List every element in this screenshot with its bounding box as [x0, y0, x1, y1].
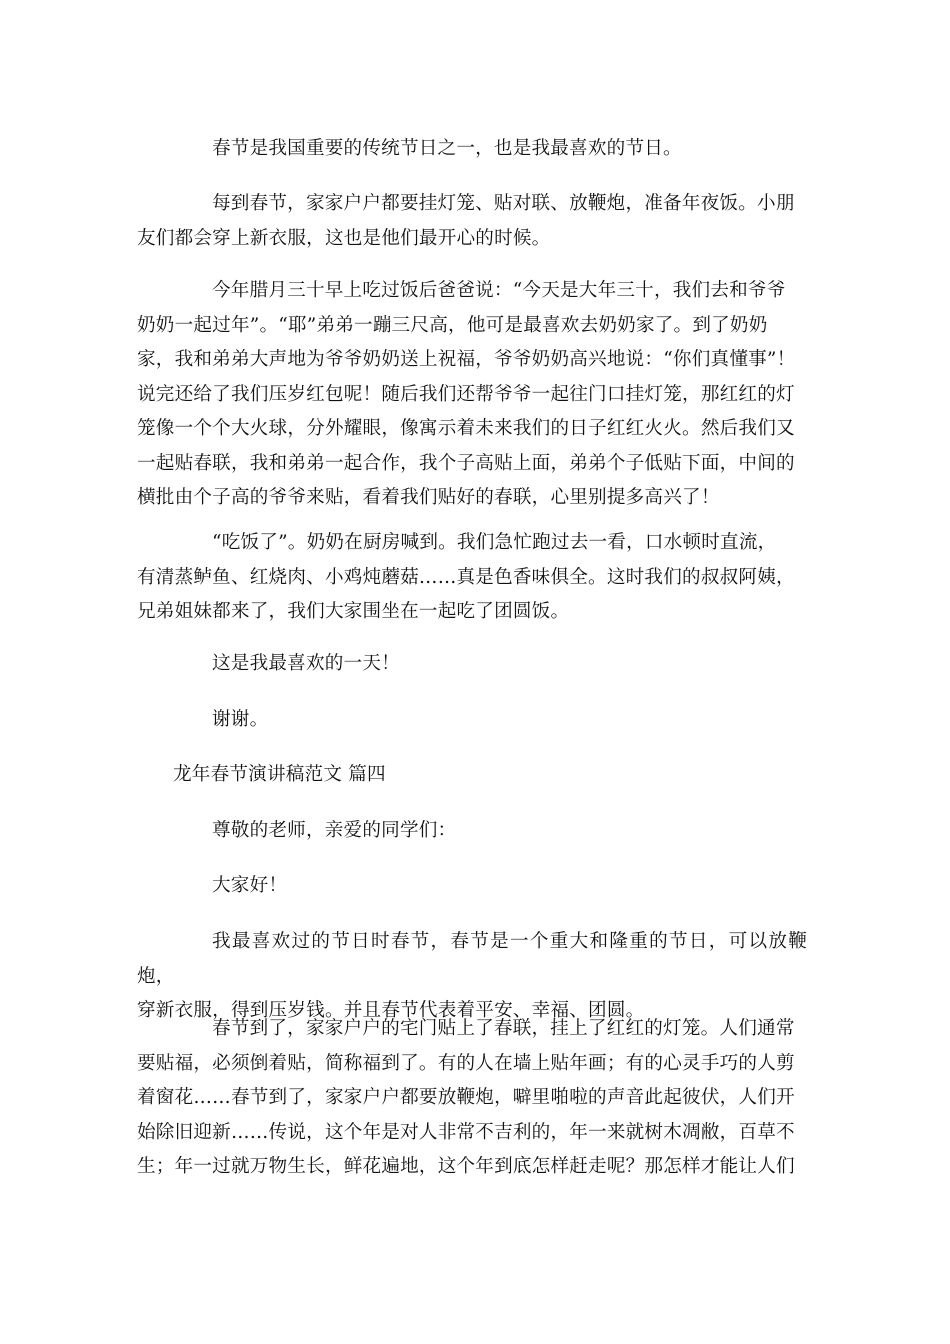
paragraph-2 [137, 187, 807, 256]
text-line: 一起贴春联，我和弟弟一起合作，我个子高贴上面，弟弟个子低贴下面，中间的 [137, 452, 795, 474]
text-line: 尊敬的老师，亲爱的同学们： [212, 820, 457, 841]
section-paragraph-4 [137, 1012, 807, 1185]
text-line: 笼像一个个大火球，分外耀眼，像寓示着未来我们的日子红红火火。然后我们又 [137, 418, 795, 439]
text-line: 这是我最喜欢的一天！ [212, 653, 400, 674]
paragraph-5 [137, 647, 807, 682]
paragraph-4 [137, 526, 807, 630]
text-line: 今年腊月三十早上吃过饭后爸爸说：“今天是大年三十，我们去和爷爷 [212, 280, 786, 301]
text-line: 横批由个子高的爷爷来贴，看着我们贴好的春联，心里别提多高兴了！ [137, 487, 720, 508]
text-line: 春节是我国重要的传统节日之一，也是我最喜欢的节日。 [212, 138, 682, 159]
text-line: 我最喜欢过的节日时春节，春节是一个重大和隆重的节日，可以放鞭炮， [137, 931, 807, 987]
section-paragraph-2 [137, 869, 807, 904]
text-line: 家，我和弟弟大声地为爷爷奶奶送上祝福，爷爷奶奶高兴地说：“你们真懂事”！ [137, 349, 796, 370]
text-line: 有清蒸鲈鱼、红烧肉、小鸡炖蘑菇……真是色香味俱全。这时我们的叔叔阿姨， [137, 566, 795, 588]
text-line: 着窗花……春节到了，家家户户都要放鞭炮，噼里啪啦的声音此起彼伏，人们开 [137, 1087, 795, 1108]
paragraph-3 [137, 274, 807, 516]
text-line: 春节到了，家家户户的宅门贴上了春联，挂上了红红的灯笼。人们通常 [212, 1018, 795, 1039]
text-line: 奶奶一起过年”。“耶”弟弟一蹦三尺高，他可是最喜欢去奶奶家了。到了奶奶 [137, 314, 768, 336]
text-line: 大家好！ [212, 875, 288, 896]
text-line: 说完还给了我们压岁红包呢！随后我们还帮爷爷一起往门口挂灯笼，那红红的灯 [137, 383, 795, 405]
section-paragraph-1 [137, 814, 807, 849]
section-heading: 龙年春节演讲稿范文 篇四 [173, 764, 386, 785]
paragraph-6 [137, 703, 807, 738]
text-line: 生；年一过就万物生长，鲜花遍地，这个年到底怎样赶走呢？那怎样才能让人们 [137, 1156, 795, 1177]
text-line: 要贴福，必须倒着贴，简称福到了。有的人在墙上贴年画；有的心灵手巧的人剪 [137, 1052, 795, 1074]
text-line: 谢谢。 [212, 709, 269, 730]
text-line: 友们都会穿上新衣服，这也是他们最开心的时候。 [137, 227, 551, 249]
text-line: 始除旧迎新……传说，这个年是对人非常不吉利的，年一来就树木凋敝，百草不 [137, 1121, 795, 1143]
paragraph-1 [137, 132, 807, 167]
text-line: “吃饭了”。奶奶在厨房喊到。我们急忙跑过去一看，口水顿时直流， [212, 532, 777, 553]
text-line: 穿新衣服，得到压岁钱。并且春节代表着平安、幸福、团圆。 [137, 1000, 645, 1021]
text-line: 兄弟姐妹都来了，我们大家围坐在一起吃了团圆饭。 [137, 601, 570, 622]
text-line: 每到春节，家家户户都要挂灯笼、贴对联、放鞭炮，准备年夜饭。小朋 [212, 193, 795, 214]
